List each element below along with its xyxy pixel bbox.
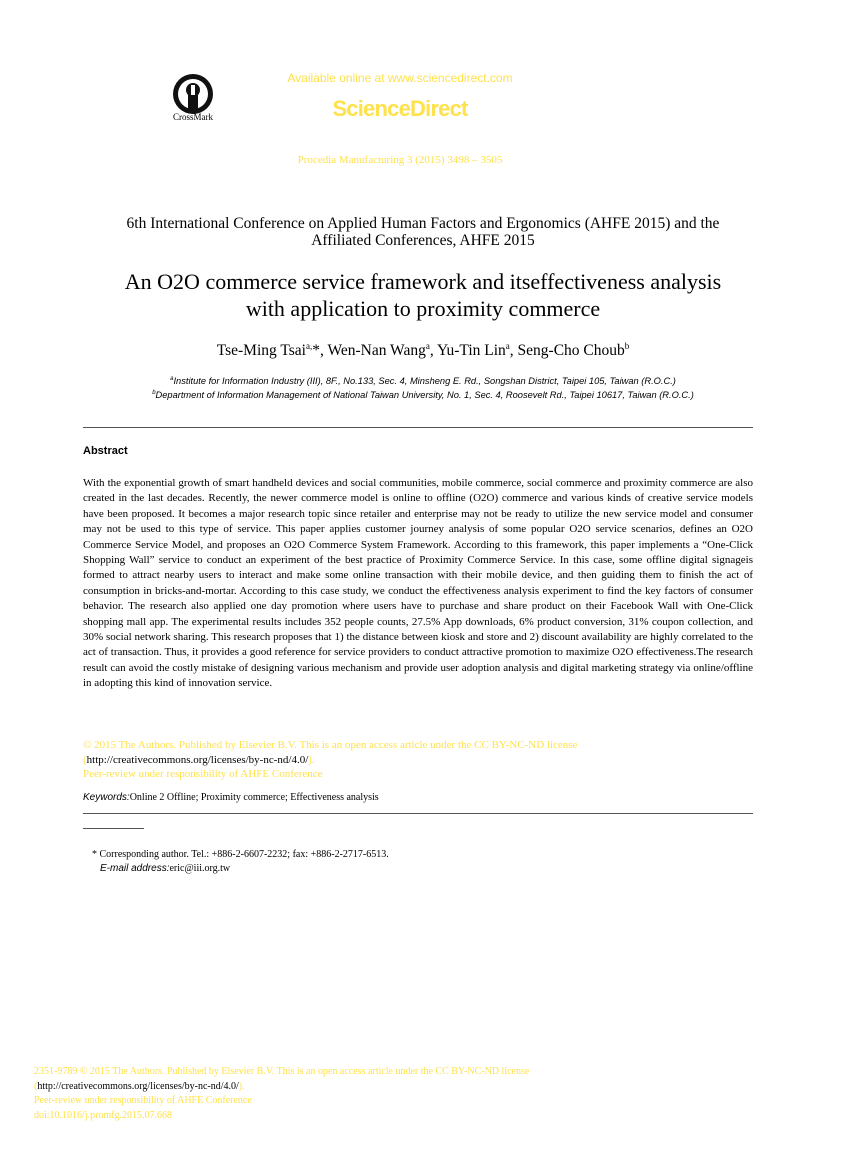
footer-license: 2351-9789 © 2015 The Authors. Published by Elsevier B.V. This is an open access article under the CC BY-NC-ND license bbox=[34, 1066, 530, 1077]
conference-line-2: Affiliated Conferences, AHFE 2015 bbox=[311, 232, 535, 249]
abstract-body: With the exponential growth of smart handheld devices and social communities, mobile commerce, social commerce and proximity commerce are also created in the last decades. Recently, the newer commerce model is online to offline (O2O) commerce and various kinds of creative service models have been proposed. It becomes a major research topic since retailer and enterprise may not be ready to utilize the new service model and consumer may not be used to this type of service. This paper applies customer journey analysis of some popular O2O service scenarios, defines an O2O Commerce Service Model, and proposes an O2O Commerce System Framework. According to this framework, this paper implements a “One-Click Shopping Wall” service to conduct an experiment of the best practice of Proximity Commerce Service. In this case, some offline digital signageis formed to attract nearby users to interact and make some online transaction with their mobile device, and then guiding them to finish the act of consumption in bricks-and-mortar. According to this case study, we conduct the effectiveness analysis experiment to find the key factors of consumer behavior. The research also applied one day promotion where users have to purchase and share product on their Facebook Wall with One-Click shopping mall app. The experimental results includes 352 people counts, 27.5% App downloads, 6% product conversion, 31% coupon collection, and 30% social network sharing. This research proposes that 1) the distance between kiosk and store and 2) discount availability are highly correlated to the act of transaction. Thus, it provides a good reference for service providers to conduct attractive promotion to maximize O2O effectiveness.The research result can avoid the costly mistake of designing various mechanism and provide user adoption analysis and digital marketing strategy via online/offline in adopting this kind of innovation service. bbox=[83, 477, 753, 690]
footnote-rule bbox=[83, 828, 144, 829]
author-separator: , bbox=[509, 342, 518, 360]
title-line-1: An O2O commerce service framework and itseffectiveness analysis bbox=[124, 269, 722, 294]
license-link-line bbox=[83, 754, 753, 766]
peer-review-statement: Peer-review under responsibility of AHFE Conference bbox=[83, 768, 323, 780]
author-affiliation-mark: a bbox=[425, 341, 430, 351]
license-link[interactable]: http://creativecommons.org/licenses/by-nc-nd/4.0/ bbox=[86, 754, 309, 766]
affiliation-b bbox=[60, 390, 786, 400]
paper-title bbox=[60, 268, 786, 322]
author-separator: , bbox=[429, 342, 438, 360]
title-line-2: with application to proximity commerce bbox=[245, 296, 601, 321]
open-paren: ( bbox=[83, 754, 87, 766]
footer-license-link[interactable]: http://creativecommons.org/licenses/by-nc-nd/4.0/ bbox=[37, 1081, 239, 1092]
available-online-link[interactable]: Available online at www.sciencedirect.com bbox=[287, 71, 513, 85]
keywords-label: Keywords: bbox=[83, 792, 130, 803]
divider bbox=[83, 813, 753, 814]
license-statement: © 2015 The Authors. Published by Elsevier B.V. This is an open access article under the CC BY-NC-ND license bbox=[83, 739, 578, 751]
footer-peer-review: Peer-review under responsibility of AHFE Conference bbox=[34, 1095, 252, 1106]
abstract-heading: Abstract bbox=[83, 445, 128, 457]
author-name: Tse-Ming Tsai bbox=[216, 342, 306, 360]
close-paren: ). bbox=[308, 754, 315, 766]
footer-link-line bbox=[34, 1081, 734, 1092]
author-affiliation-mark: a bbox=[505, 341, 510, 351]
journal-reference: Procedia Manufacturing 3 (2015) 3498 – 3505 bbox=[297, 154, 503, 166]
keywords-text: Online 2 Offline; Proximity commerce; Effectiveness analysis bbox=[129, 792, 379, 803]
affiliation-a bbox=[60, 376, 786, 386]
author-separator: *, bbox=[312, 342, 328, 360]
sciencedirect-logo[interactable]: ScienceDirect bbox=[332, 96, 468, 121]
conference-line-1: 6th International Conference on Applied Human Factors and Ergonomics (AHFE 2015) and the bbox=[126, 215, 720, 232]
close-paren: ). bbox=[238, 1081, 245, 1092]
affiliation-text: Institute for Information Industry (III), 8F., No.133, Sec. 4, Minsheng E. Rd., Songshan District, Taipei 105, Taiwan (R.O.C.) bbox=[173, 376, 676, 387]
author-list bbox=[60, 341, 786, 360]
email-label: E-mail address: bbox=[100, 863, 170, 874]
author-name: Seng-Cho Choub bbox=[517, 342, 625, 360]
affiliation-mark: a bbox=[170, 376, 174, 382]
crossmark-icon[interactable] bbox=[171, 72, 215, 116]
email-address[interactable]: eric@iii.org.tw bbox=[169, 863, 231, 874]
corresponding-author: * Corresponding author. Tel.: +886-2-6607-2232; fax: +886-2-2717-6513. bbox=[92, 849, 389, 860]
divider bbox=[83, 427, 753, 428]
author-affiliation-mark: a, bbox=[305, 341, 313, 351]
author-affiliation-mark: b bbox=[624, 341, 630, 351]
open-paren: ( bbox=[34, 1081, 38, 1092]
affiliation-text: Department of Information Management of National Taiwan University, No. 1, Sec. 4, Roosevelt Rd., Taipei 10617, Taiwan (R.O.C.) bbox=[155, 390, 694, 401]
author-name: Yu-Tin Lin bbox=[437, 342, 506, 360]
footer-doi[interactable]: doi:10.1016/j.promfg.2015.07.668 bbox=[34, 1110, 173, 1121]
crossmark-label: CrossMark bbox=[173, 112, 213, 122]
keywords bbox=[83, 792, 379, 803]
author-name: Wen-Nan Wang bbox=[327, 342, 426, 360]
email-line bbox=[100, 863, 230, 874]
affiliation-mark: b bbox=[152, 390, 156, 396]
conference-name bbox=[60, 215, 786, 249]
